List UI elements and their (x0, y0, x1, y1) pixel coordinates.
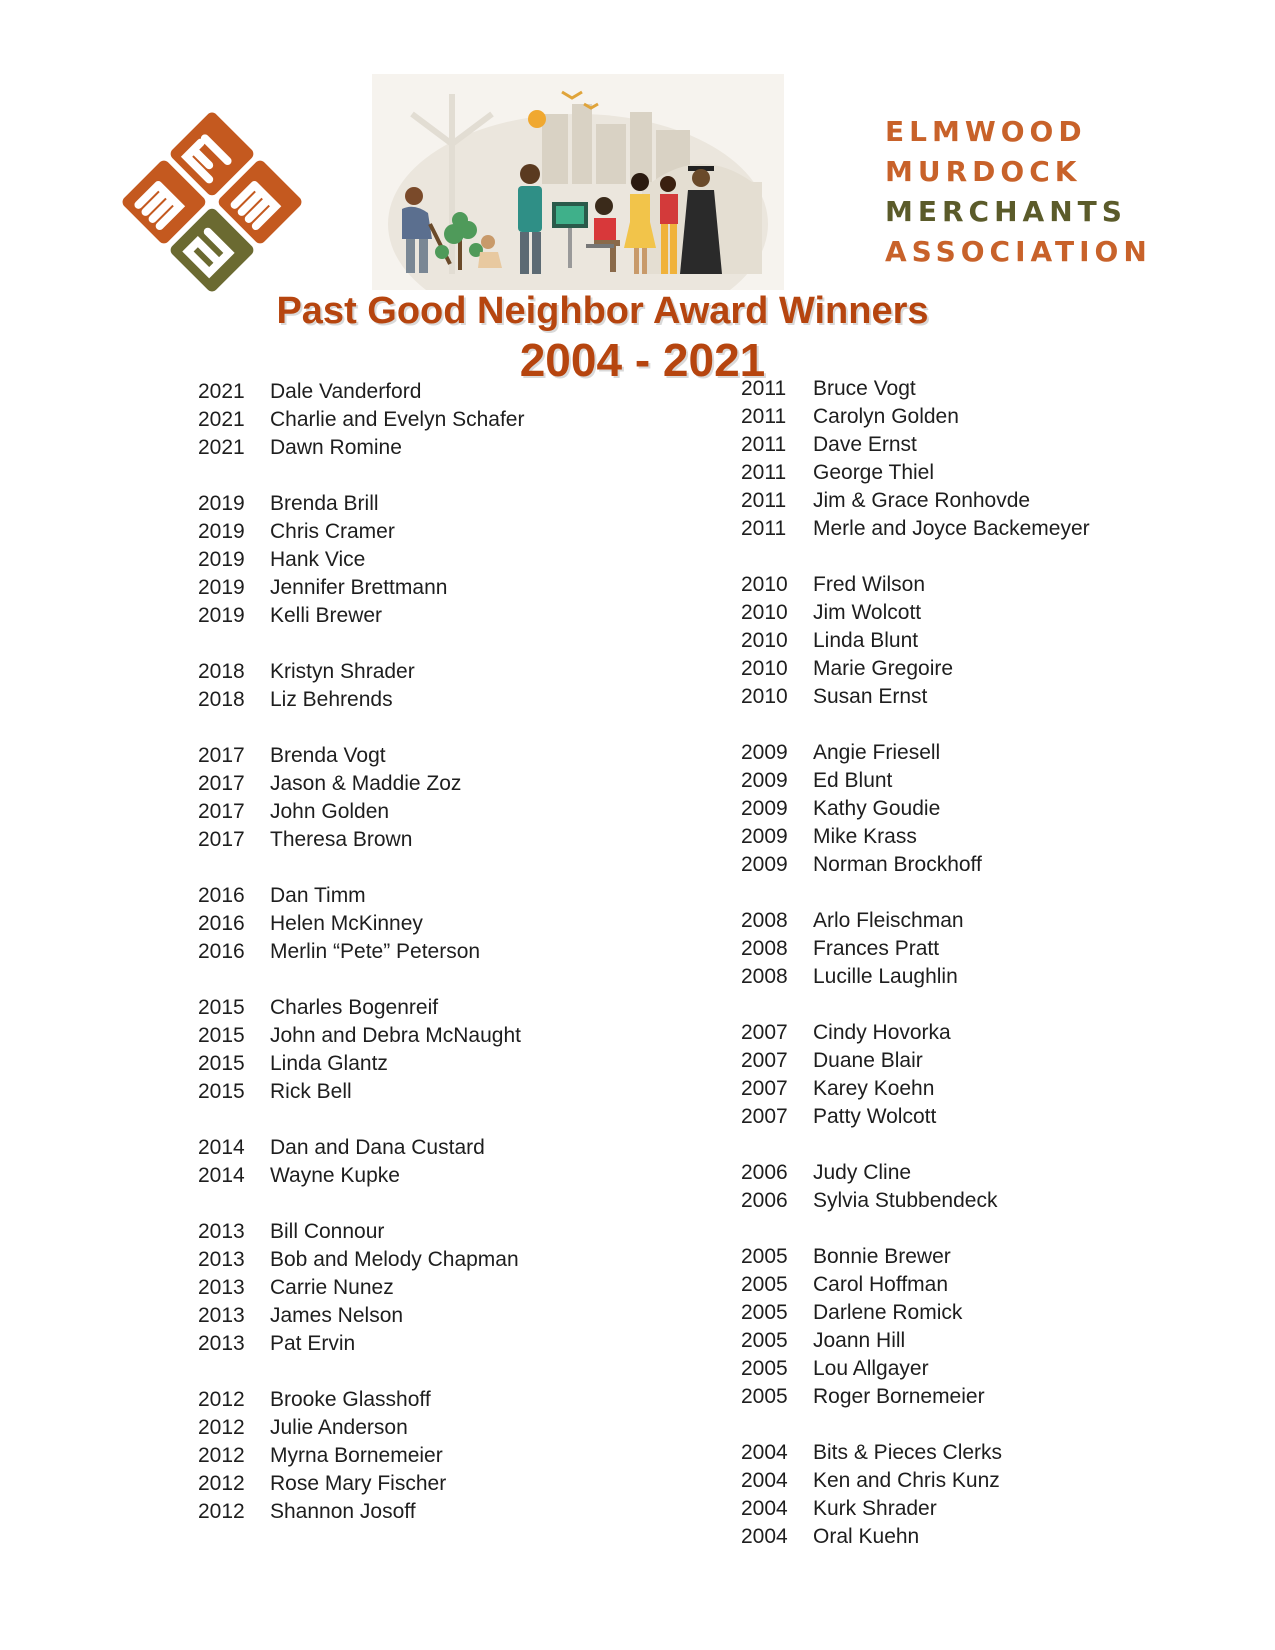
winner-row (741, 739, 1090, 767)
winner-name: Helen McKinney (270, 912, 423, 935)
year-group (741, 571, 1090, 711)
winner-row (741, 683, 1090, 711)
winner-name: Jennifer Brettmann (270, 576, 448, 599)
winner-name: Ed Blunt (813, 769, 893, 792)
winner-name: John and Debra McNaught (270, 1024, 521, 1047)
winner-name: Chris Cramer (270, 520, 395, 543)
winner-name: Oral Kuehn (813, 1525, 920, 1548)
winner-name: Fred Wilson (813, 573, 926, 596)
winner-row (741, 1159, 1090, 1187)
winner-year: 2017 (198, 828, 245, 851)
winner-row (198, 770, 524, 798)
winner-year: 2004 (741, 1441, 788, 1464)
winners-column-left (198, 378, 524, 1554)
winner-name: Carolyn Golden (813, 405, 959, 428)
winner-row (741, 1383, 1090, 1411)
winner-row (198, 1050, 524, 1078)
winner-row (741, 795, 1090, 823)
winner-name: James Nelson (270, 1304, 404, 1327)
winner-year: 2017 (198, 744, 245, 767)
winner-year: 2007 (741, 1021, 788, 1044)
winner-name: Julie Anderson (270, 1416, 408, 1439)
winner-row (198, 1134, 524, 1162)
winner-row (741, 1075, 1090, 1103)
year-group (741, 1019, 1090, 1131)
winner-name: Bruce Vogt (813, 377, 916, 400)
winner-row (198, 798, 524, 826)
winner-year: 2012 (198, 1388, 245, 1411)
winner-year: 2012 (198, 1472, 245, 1495)
winner-row (741, 935, 1090, 963)
winner-name: Theresa Brown (270, 828, 413, 851)
winner-name: Jason & Maddie Zoz (270, 772, 462, 795)
winner-year: 2005 (741, 1329, 788, 1352)
winner-year: 2019 (198, 492, 245, 515)
winner-name: Merlin “Pete” Peterson (270, 940, 481, 963)
winner-row (741, 1187, 1090, 1215)
winner-year: 2017 (198, 772, 245, 795)
winner-year: 2014 (198, 1164, 245, 1187)
winner-row (741, 487, 1090, 515)
winner-name: Shannon Josoff (270, 1500, 416, 1523)
winner-row (741, 459, 1090, 487)
winner-row (198, 1442, 524, 1470)
winner-year: 2009 (741, 825, 788, 848)
winner-row (198, 1022, 524, 1050)
org-name-line: MURDOCK (885, 155, 1082, 188)
year-group (741, 1159, 1090, 1215)
winner-year: 2008 (741, 965, 788, 988)
winner-name: Arlo Fleischman (813, 909, 964, 932)
winner-name: Brenda Brill (270, 492, 379, 515)
winner-name: Brenda Vogt (270, 744, 386, 767)
year-group (198, 490, 524, 630)
winner-row (741, 571, 1090, 599)
winner-year: 2010 (741, 629, 788, 652)
winner-year: 2015 (198, 1024, 245, 1047)
winner-name: Kurk Shrader (813, 1497, 937, 1520)
winner-row (198, 518, 524, 546)
year-group (741, 1243, 1090, 1411)
winner-row (741, 1523, 1090, 1551)
winner-year: 2018 (198, 688, 245, 711)
winner-year: 2012 (198, 1416, 245, 1439)
winner-name: Carrie Nunez (270, 1276, 394, 1299)
winner-year: 2009 (741, 741, 788, 764)
winner-year: 2005 (741, 1357, 788, 1380)
winner-row (198, 1498, 524, 1526)
winner-name: Jim Wolcott (813, 601, 922, 624)
winner-year: 2005 (741, 1273, 788, 1296)
winner-row (741, 1243, 1090, 1271)
emma-diamond-logo (112, 102, 312, 302)
winner-year: 2009 (741, 853, 788, 876)
winner-year: 2013 (198, 1332, 245, 1355)
winner-year: 2018 (198, 660, 245, 683)
winner-name: Myrna Bornemeier (270, 1444, 443, 1467)
winner-name: Charlie and Evelyn Schafer (270, 408, 525, 431)
winner-year: 2006 (741, 1161, 788, 1184)
winner-year: 2008 (741, 909, 788, 932)
winner-year: 2004 (741, 1525, 788, 1548)
winner-name: Lucille Laughlin (813, 965, 958, 988)
winner-year: 2005 (741, 1385, 788, 1408)
winner-name: Roger Bornemeier (813, 1385, 985, 1408)
winner-row (198, 1470, 524, 1498)
winner-name: Judy Cline (813, 1161, 912, 1184)
org-name-line: ELMWOOD (885, 115, 1087, 148)
winner-year: 2021 (198, 380, 245, 403)
winner-year: 2014 (198, 1136, 245, 1159)
winner-year: 2019 (198, 576, 245, 599)
winner-name: Hank Vice (270, 548, 366, 571)
winner-name: Lou Allgayer (813, 1357, 929, 1380)
winner-name: Kelli Brewer (270, 604, 383, 627)
winner-name: Wayne Kupke (270, 1164, 400, 1187)
winner-name: Bits & Pieces Clerks (813, 1441, 1003, 1464)
winner-name: Sylvia Stubbendeck (813, 1189, 998, 1212)
winner-year: 2009 (741, 769, 788, 792)
winner-name: George Thiel (813, 461, 935, 484)
winner-year: 2013 (198, 1276, 245, 1299)
winner-year: 2016 (198, 912, 245, 935)
winner-row (198, 406, 524, 434)
winner-row (198, 1218, 524, 1246)
winner-name: Dale Vanderford (270, 380, 422, 403)
winner-year: 2004 (741, 1497, 788, 1520)
year-group (198, 1218, 524, 1358)
winner-year: 2015 (198, 1080, 245, 1103)
winner-year: 2007 (741, 1049, 788, 1072)
winner-row (198, 546, 524, 574)
winner-name: Mike Krass (813, 825, 917, 848)
winner-row (198, 1386, 524, 1414)
winner-year: 2006 (741, 1189, 788, 1212)
winner-row (741, 851, 1090, 879)
winner-row (741, 403, 1090, 431)
winner-name: Karey Koehn (813, 1077, 935, 1100)
winner-year: 2009 (741, 797, 788, 820)
winner-row (741, 627, 1090, 655)
winner-name: Bill Connour (270, 1220, 385, 1243)
winner-year: 2011 (741, 433, 787, 456)
winner-year: 2021 (198, 436, 245, 459)
winner-year: 2005 (741, 1245, 788, 1268)
title-years: 2004 - 2021 (519, 334, 766, 386)
winner-row (198, 742, 524, 770)
winner-row (741, 823, 1090, 851)
winner-name: Dan and Dana Custard (270, 1136, 485, 1159)
winner-name: Norman Brockhoff (813, 853, 982, 876)
year-group (198, 1386, 524, 1526)
winner-year: 2011 (741, 489, 787, 512)
winner-row (198, 1330, 524, 1358)
winner-year: 2013 (198, 1220, 245, 1243)
year-group (198, 742, 524, 854)
winner-row (198, 434, 524, 462)
community-people-illustration (372, 74, 784, 290)
winner-row (741, 1299, 1090, 1327)
winner-year: 2013 (198, 1248, 245, 1271)
winner-year: 2005 (741, 1301, 788, 1324)
winner-row (741, 1019, 1090, 1047)
year-group (741, 375, 1090, 543)
winner-year: 2010 (741, 601, 788, 624)
winner-year: 2016 (198, 884, 245, 907)
winner-year: 2015 (198, 1052, 245, 1075)
organization-name (885, 112, 1152, 272)
winner-year: 2012 (198, 1444, 245, 1467)
title-main: Past Good Neighbor Award Winners (276, 290, 929, 332)
winner-row (741, 431, 1090, 459)
winner-row (198, 910, 524, 938)
winner-name: Marie Gregoire (813, 657, 954, 680)
winner-year: 2021 (198, 408, 245, 431)
winner-row (198, 1162, 524, 1190)
winner-name: Dawn Romine (270, 436, 402, 459)
winner-row (741, 767, 1090, 795)
winner-row (741, 1103, 1090, 1131)
winner-name: Darlene Romick (813, 1301, 963, 1324)
winner-year: 2016 (198, 940, 245, 963)
winner-row (198, 938, 524, 966)
winner-name: Angie Friesell (813, 741, 941, 764)
winner-row (741, 599, 1090, 627)
winner-name: Cindy Hovorka (813, 1021, 951, 1044)
winner-year: 2019 (198, 548, 245, 571)
year-group (741, 907, 1090, 991)
winner-name: Carol Hoffman (813, 1273, 949, 1296)
winner-name: Frances Pratt (813, 937, 940, 960)
winner-row (198, 1246, 524, 1274)
winner-name: Linda Blunt (813, 629, 919, 652)
winner-row (741, 1355, 1090, 1383)
winner-name: Dan Timm (270, 884, 366, 907)
winner-row (198, 658, 524, 686)
winner-row (198, 882, 524, 910)
winner-row (741, 515, 1090, 543)
winner-name: Patty Wolcott (813, 1105, 937, 1128)
winner-name: Rick Bell (270, 1080, 352, 1103)
winner-year: 2015 (198, 996, 245, 1019)
winners-column-right (741, 375, 1090, 1579)
winner-name: Liz Behrends (270, 688, 393, 711)
year-group (198, 1134, 524, 1190)
winner-year: 2011 (741, 461, 787, 484)
winner-name: Susan Ernst (813, 685, 928, 708)
winner-name: Kathy Goudie (813, 797, 941, 820)
winner-row (198, 826, 524, 854)
sun-icon (528, 110, 546, 128)
winner-name: Joann Hill (813, 1329, 906, 1352)
year-group (741, 739, 1090, 879)
winner-year: 2013 (198, 1304, 245, 1327)
winner-name: Rose Mary Fischer (270, 1472, 447, 1495)
winner-year: 2004 (741, 1469, 788, 1492)
year-group (198, 658, 524, 714)
winner-row (198, 378, 524, 406)
winner-year: 2011 (741, 405, 787, 428)
page-title (0, 288, 1275, 386)
winner-name: Charles Bogenreif (270, 996, 439, 1019)
winner-row (741, 1439, 1090, 1467)
winner-row (741, 907, 1090, 935)
winner-year: 2011 (741, 377, 787, 400)
winner-year: 2008 (741, 937, 788, 960)
winner-name: Ken and Chris Kunz (813, 1469, 1000, 1492)
winner-year: 2017 (198, 800, 245, 823)
winner-row (741, 1271, 1090, 1299)
winner-row (741, 1495, 1090, 1523)
winner-name: Jim & Grace Ronhovde (813, 489, 1031, 512)
winner-year: 2010 (741, 573, 788, 596)
winner-year: 2012 (198, 1500, 245, 1523)
winner-year: 2019 (198, 604, 245, 627)
year-group (198, 882, 524, 966)
winner-row (741, 1327, 1090, 1355)
winner-name: John Golden (270, 800, 390, 823)
winner-row (198, 602, 524, 630)
winner-year: 2007 (741, 1105, 788, 1128)
winner-name: Brooke Glasshoff (270, 1388, 431, 1411)
winner-year: 2007 (741, 1077, 788, 1100)
winner-row (741, 655, 1090, 683)
winner-row (198, 574, 524, 602)
winner-name: Bonnie Brewer (813, 1245, 951, 1268)
winner-row (741, 1047, 1090, 1075)
winner-name: Duane Blair (813, 1049, 923, 1072)
winner-year: 2010 (741, 685, 788, 708)
winner-name: Bob and Melody Chapman (270, 1248, 519, 1271)
winner-row (198, 1302, 524, 1330)
winner-name: Linda Glantz (270, 1052, 388, 1075)
winner-name: Pat Ervin (270, 1332, 356, 1355)
winner-year: 2011 (741, 517, 787, 540)
winner-row (741, 1467, 1090, 1495)
winner-row (741, 963, 1090, 991)
winner-year: 2019 (198, 520, 245, 543)
winner-name: Merle and Joyce Backemeyer (813, 517, 1090, 540)
winner-row (198, 1414, 524, 1442)
winner-row (198, 994, 524, 1022)
org-name-line: ASSOCIATION (885, 235, 1152, 268)
winner-name: Kristyn Shrader (270, 660, 415, 683)
winner-name: Dave Ernst (813, 433, 917, 456)
year-group (198, 994, 524, 1106)
winner-row (198, 1274, 524, 1302)
winner-year: 2010 (741, 657, 788, 680)
winner-row (741, 375, 1090, 403)
year-group (198, 378, 524, 462)
winner-row (198, 490, 524, 518)
winner-row (198, 686, 524, 714)
winner-row (198, 1078, 524, 1106)
year-group (741, 1439, 1090, 1551)
org-name-line: MERCHANTS (885, 195, 1127, 228)
